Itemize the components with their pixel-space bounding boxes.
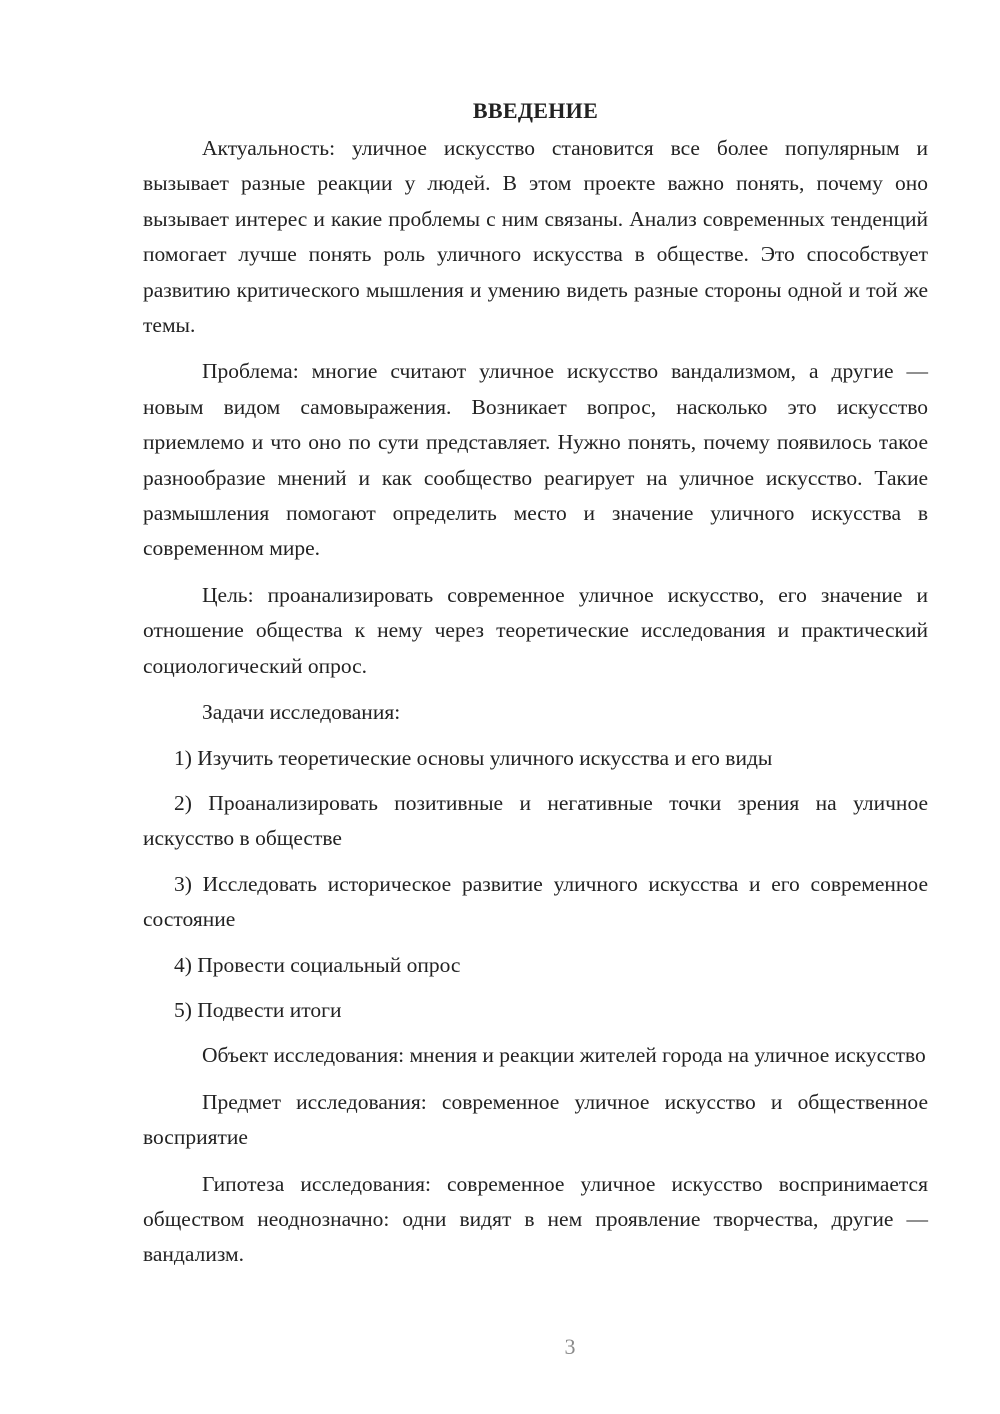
task-item-1: 1) Изучить теоретические основы уличного искусства и его виды bbox=[174, 745, 773, 770]
task-item-5: 5) Подвести итоги bbox=[174, 997, 342, 1022]
page-heading: ВВЕДЕНИЕ bbox=[472, 98, 599, 123]
paragraph-relevance: Актуальность: уличное искусство становится все более популярным и вызывает разные реакции у людей. В этом проекте важно понять, почему оно вызывает интерес и какие проблемы с ним связаны. Анализ современных тенденций помогает лучше понять роль уличного искусства в обществе. Это способствует развитию критического мышления и умению видеть разные стороны одной и той же темы. bbox=[143, 136, 928, 338]
tasks-title: Задачи исследования: bbox=[202, 700, 401, 725]
paragraph-object: Объект исследования: мнения и реакции жителей города на уличное искусство bbox=[202, 1043, 926, 1068]
paragraph-goal: Цель: проанализировать современное уличное искусство, его значение и отношение общества к нему через теоретические исследования и практический социологический опрос. bbox=[143, 582, 928, 678]
task-item-4: 4) Провести социальный опрос bbox=[174, 952, 461, 977]
page-content bbox=[143, 96, 928, 1284]
task-item-3: 3) Исследовать историческое развитие уличного искусства и его современное состояние bbox=[143, 871, 928, 932]
paragraph-subject: Предмет исследования: современное уличное искусство и общественное восприятие bbox=[143, 1089, 928, 1150]
paragraph-problem: Проблема: многие считают уличное искусство вандализмом, а другие — новым видом самовыражения. Возникает вопрос, насколько это искусство приемлемо и что оно по сути представляет. Нужно понять, почему появилось такое разнообразие мнений и как сообщество реагирует на уличное искусство. Такие размышления помогают определить место и значение уличного искусства в современном мире. bbox=[143, 359, 928, 561]
task-item-2: 2) Проанализировать позитивные и негативные точки зрения на уличное искусство в обществе bbox=[143, 790, 928, 851]
paragraph-hypothesis: Гипотеза исследования: современное уличное искусство воспринимается обществом неоднозначно: одни видят в нем проявление творчества, другие — вандализм. bbox=[143, 1171, 928, 1267]
page-number: 3 bbox=[564, 1334, 576, 1359]
